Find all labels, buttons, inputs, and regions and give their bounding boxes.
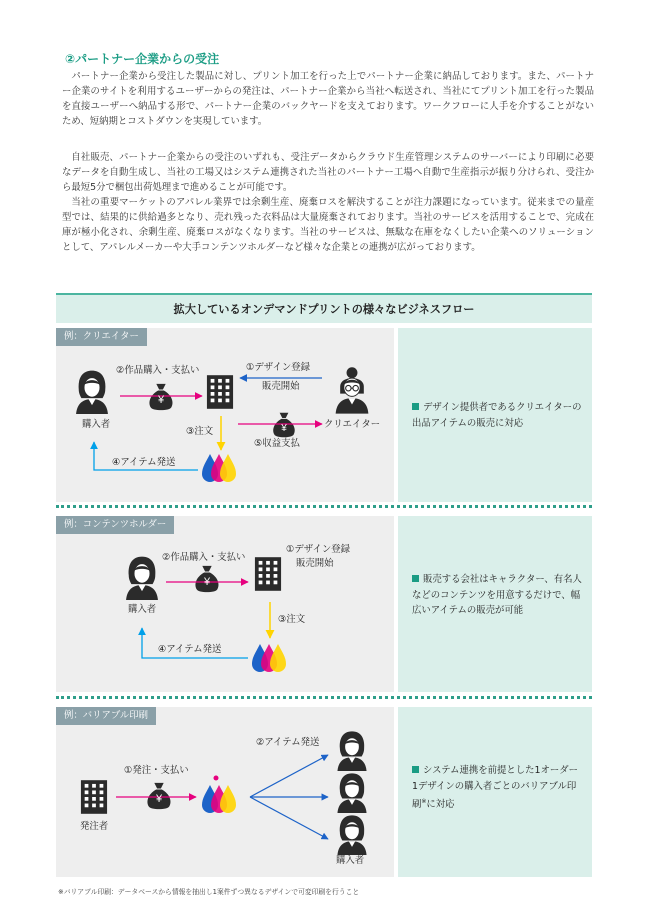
description-text bbox=[412, 763, 582, 813]
panel-tag: 例：クリエイター bbox=[56, 328, 147, 346]
banner-title: 拡大しているオンデマンドプリントの様々なビジネスフロー bbox=[173, 303, 475, 316]
footnote-mark: ※ bbox=[421, 798, 427, 805]
step-2-label: ②作品購入・支払い bbox=[116, 365, 200, 376]
footnote: ※バリアブル印刷：データベースから情報を抽出し1案件ずつ異なるデザインで可変印刷を行うこと bbox=[58, 888, 360, 896]
buyer-icon bbox=[126, 557, 158, 600]
description-content-holder bbox=[398, 516, 592, 692]
yen-icon: ¥ bbox=[203, 576, 211, 588]
bullet-icon bbox=[412, 766, 419, 773]
yen-icon: ¥ bbox=[157, 394, 165, 406]
arrow-item-shipping bbox=[250, 755, 328, 797]
buyer-label: 購入者 bbox=[128, 604, 157, 615]
step-2-label: ②アイテム発送 bbox=[256, 737, 320, 748]
description-body: 販売する会社はキャラクター、有名人などのコンテンツを用意するだけで、幅広いアイテムの販売が可能 bbox=[412, 574, 582, 616]
diagram-creator bbox=[56, 328, 394, 502]
panel-creator bbox=[56, 328, 592, 502]
bullet-icon bbox=[412, 575, 419, 582]
paragraph-2a: 自社販売、パートナー企業からの受注のいずれも、受注データからクラウド生産管理システムのサーバーにより印刷に必要なデータを自動生成し、当社の工場又はシステム連携された当社のパートナー工場へ自動で生産指示が振り分けられ、受注から最短5分で梱包出荷処理まで進めることが可能です。 bbox=[62, 152, 594, 193]
step-1-label: ①発注・支払い bbox=[124, 765, 189, 776]
description-tail: に対応 bbox=[426, 799, 455, 811]
business-flow-banner bbox=[56, 293, 592, 323]
dotted-divider bbox=[56, 505, 592, 508]
magenta-dot bbox=[214, 776, 219, 781]
step-1-label: ①デザイン登録 bbox=[286, 544, 350, 555]
building-icon bbox=[81, 780, 107, 814]
ink-drops-icon bbox=[252, 644, 286, 672]
description-text bbox=[412, 572, 582, 619]
buyer-icon bbox=[337, 815, 366, 855]
step-4-label: ④アイテム発送 bbox=[158, 644, 222, 655]
building-icon bbox=[255, 557, 281, 591]
step-1-label: ①デザイン登録 bbox=[246, 362, 310, 373]
panel-tag: 例：コンテンツホルダー bbox=[56, 516, 174, 534]
diagram-content-holder bbox=[56, 516, 394, 692]
step-5-label: ⑤収益支払 bbox=[254, 438, 300, 449]
step-1-sub-label: 販売開始 bbox=[296, 558, 334, 569]
step-3-label: ③注文 bbox=[186, 426, 214, 437]
step-4-label: ④アイテム発送 bbox=[112, 457, 176, 468]
panel-variable-print bbox=[56, 707, 592, 877]
step-1-sub-label: 販売開始 bbox=[262, 381, 300, 392]
description-variable-print bbox=[398, 707, 592, 877]
buyer-label: 購入者 bbox=[82, 419, 111, 430]
bullet-icon bbox=[412, 403, 419, 410]
paragraph-1: パートナー企業から受注した製品に対し、プリント加工を行った上でパートナー企業に納品しております。また、パートナー企業のサイトを利用するユーザーからの発注は、パートナー企業から当社へ転送され、当社にてプリント加工を行った製品を直接ユーザーへ納品する形で、パートナー企業のバックヤードを支えております。ワークフローに人手を介することがないため、短納期とコストダウンを実現しています。 bbox=[62, 71, 594, 127]
yen-icon: ¥ bbox=[281, 423, 287, 434]
paragraph-2 bbox=[62, 150, 594, 255]
creator-icon bbox=[336, 367, 369, 413]
dotted-divider bbox=[56, 696, 592, 699]
flow-graphics bbox=[56, 516, 394, 692]
description-text bbox=[412, 400, 582, 431]
step-2-label: ②作品購入・支払い bbox=[162, 552, 246, 563]
orderer-label: 発注者 bbox=[80, 821, 109, 832]
buyer-label: 購入者 bbox=[336, 855, 365, 866]
flow-graphics bbox=[56, 328, 394, 502]
arrow-item-shipping bbox=[250, 797, 328, 839]
panel-tag: 例：バリアブル印刷 bbox=[56, 707, 156, 725]
diagram-variable-print bbox=[56, 707, 394, 877]
creator-label: クリエイター bbox=[324, 419, 381, 430]
ink-drops-icon bbox=[202, 785, 236, 813]
building-icon bbox=[207, 375, 233, 409]
step-3-label: ③注文 bbox=[278, 614, 306, 625]
buyer-icon bbox=[337, 731, 366, 771]
buyer-icon bbox=[76, 371, 108, 414]
description-body: デザイン提供者であるクリエイターの出品アイテムの販売に対応 bbox=[412, 402, 582, 429]
flow-graphics bbox=[56, 707, 394, 877]
paragraph-2b: 当社の重要マーケットのアパレル業界では余剰生産、廃棄ロスを解決することが注力課題になっています。従来までの量産型では、結果的に供給過多となり、売れ残った衣料品は大量廃棄されております。当社のサービスを活用することで、完成在庫が極小化され、余剰生産、廃棄ロスがなくなります。当社のサービスは、無駄な在庫をなくしたい企業へのソリューションとして、アパレルメーカーや大手コンテンツホルダーなど様々な企業との連携が広がっております。 bbox=[62, 197, 594, 253]
section-title: ②パートナー企業からの受注 bbox=[65, 52, 220, 66]
panel-content-holder bbox=[56, 516, 592, 692]
buyer-icon bbox=[337, 773, 366, 813]
ink-drops-icon bbox=[202, 454, 236, 482]
description-creator bbox=[398, 328, 592, 502]
description-body: システム連携を前提とした1オーダー1デザインの購入者ごとのバリアブル印刷 bbox=[412, 765, 579, 811]
yen-icon: ¥ bbox=[155, 793, 163, 805]
